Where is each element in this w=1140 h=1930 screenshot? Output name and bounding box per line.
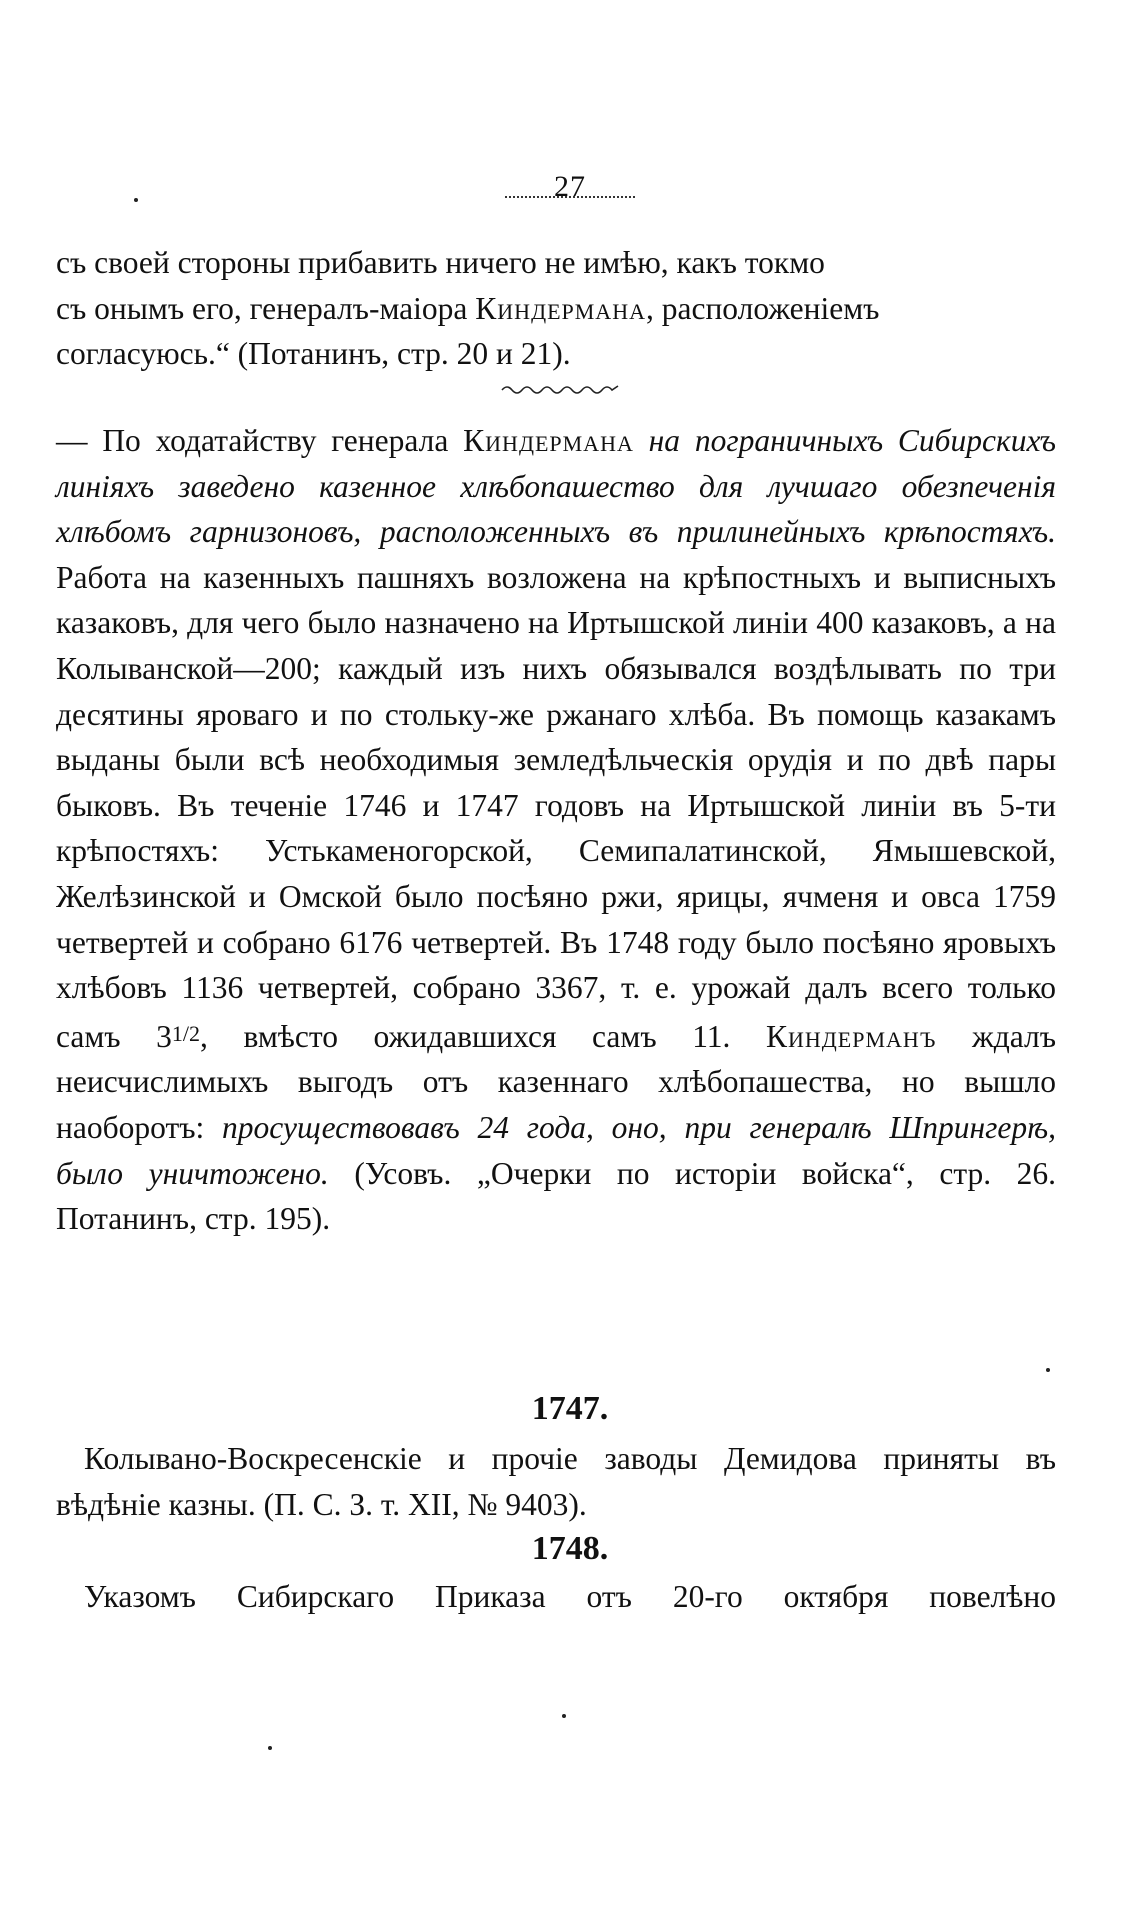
main-body: Работа на казенныхъ пашняхъ возложена на крѣпостныхъ и выписныхъ казаковъ, для чего было назначено на Иртышской линіи 400 казаковъ, а на Колыванской—200; каждый изъ нихъ обязывался воздѣлывать по три десятины яроваго и по стольку-же ржанаго хлѣба. Въ помощь казакамъ выданы были всѣ необходимыя земледѣльческія орудія и по двѣ пары быковъ. Въ теченіе 1746 и 1747 годовъ на Иртышской линіи въ 5-ти крѣпостяхъ: Устькаменогорской, Семипалатинской, Ямышевской, Желѣзинской и Омской было посѣяно ржи, ярицы, ячменя и овса 1759 четвертей и собрано 6176 четвертей. Въ 1748 году было посѣяно яровыхъ хлѣбовъ 1136 четвертей, собрано 3367, т. е. урожай далъ всего только самъ 3 xyxy=(56,559,1056,1054)
section-1747-text: Колывано-Воскресенскіе и прочіе заводы Демидова приняты въ вѣдѣніе казны. (П. С. З. т. XII, № 9403). xyxy=(56,1441,1056,1522)
section-1748-text: Указомъ Сибирскаго Приказа отъ 20-го октября повелѣно xyxy=(84,1579,1056,1614)
print-speck xyxy=(268,1746,272,1750)
print-speck xyxy=(562,1714,566,1718)
kindermann-name-2: Киндерманъ xyxy=(766,1018,937,1054)
italic-passage-1: на пограничныхъ Сибирскихъ линіяхъ заведено казенное хлѣбопашество для лучшаго обезпеченія хлѣбомъ гарнизоновъ, расположенныхъ въ прилинейныхъ крѣпостяхъ. xyxy=(56,423,1056,550)
kindermann-name: Киндермана xyxy=(463,423,634,458)
ornamental-divider xyxy=(500,384,620,398)
main-body-4: (Усовъ. „Очерки по исторіи войска“, стр. 26. Потанинъ, стр. 195). xyxy=(56,1155,1057,1237)
print-speck xyxy=(134,198,138,202)
top-paragraph xyxy=(56,240,1056,377)
main-paragraph xyxy=(56,418,1056,1242)
main-body-2: , вмѣсто ожидавшихся самъ 11. xyxy=(200,1018,767,1054)
italic-passage-2: просуществовавъ 24 года, оно, при генералѣ Шпрингерѣ, было уничтожено. xyxy=(56,1109,1056,1191)
main-intro: — По ходатайству генерала xyxy=(56,423,464,458)
main-body-3: ждалъ неисчислимыхъ выгодъ отъ казеннаго хлѣбопашества, но вышло наоборотъ: xyxy=(56,1018,1057,1145)
print-speck xyxy=(1046,1368,1050,1372)
page-number-text: 27 xyxy=(554,170,586,203)
top-line-2-text: съ онымъ его, генералъ-маіора xyxy=(56,290,476,326)
year-heading-1748: 1748. xyxy=(531,1530,609,1567)
top-line-1: съ своей стороны прибавить ничего не имѣю, какъ токмо xyxy=(56,245,825,280)
top-line-3: согласуюсь.“ (Потанинъ, стр. 20 и 21). xyxy=(56,336,571,372)
top-line-2 xyxy=(56,286,1056,332)
top-line-2-rest: , расположеніемъ xyxy=(645,290,880,326)
year-heading-1747: 1747. xyxy=(531,1390,609,1427)
page-number xyxy=(0,170,1140,203)
kindermann-name: Киндермана xyxy=(475,290,646,326)
fraction: 1/2 xyxy=(171,1020,201,1046)
